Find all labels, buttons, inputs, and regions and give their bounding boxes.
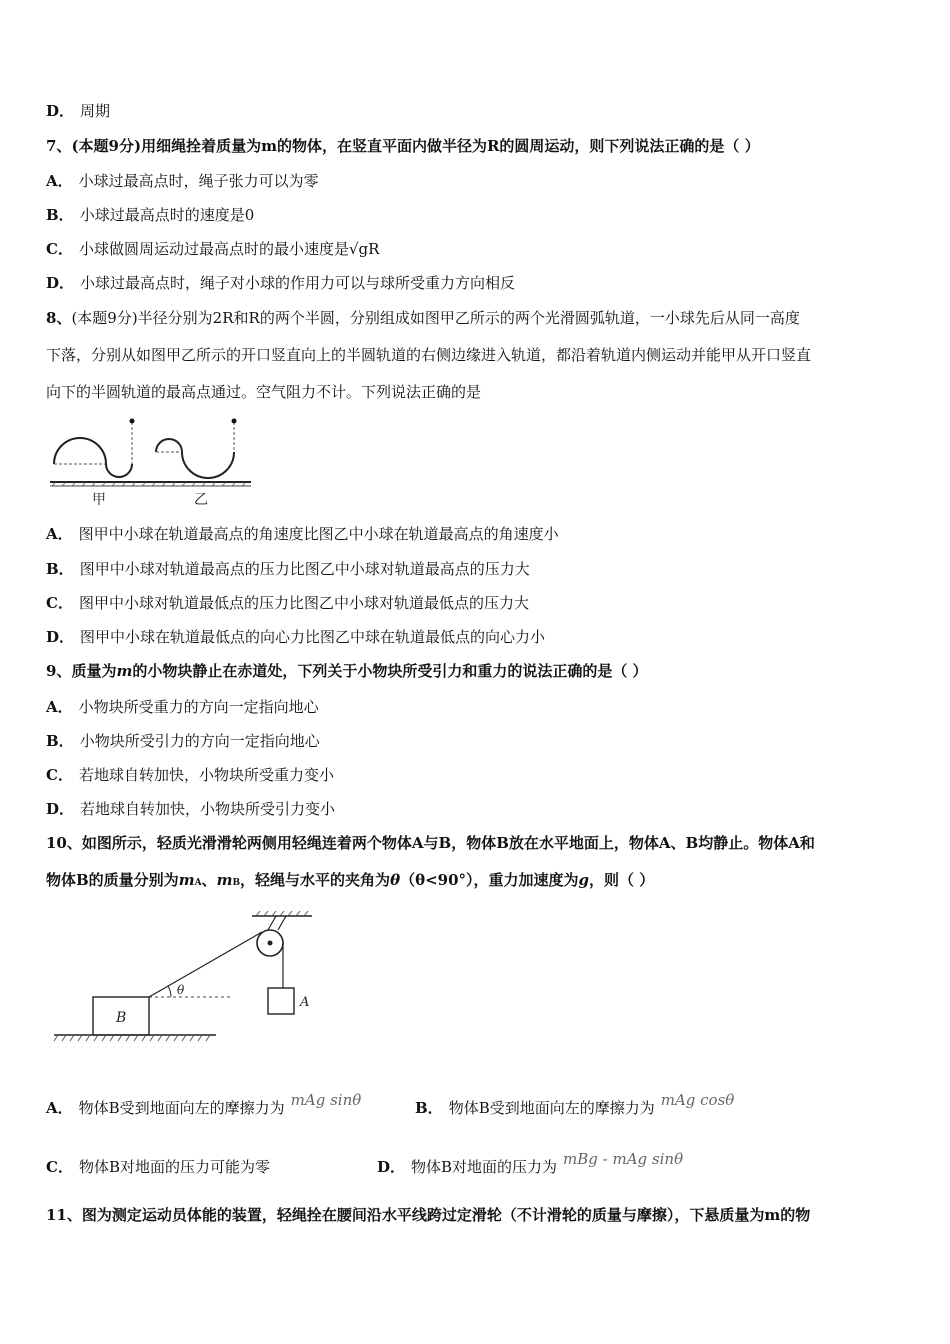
q10-formula-a: mAg sinθ (290, 1091, 362, 1109)
q7-option-a: A． 小球过最高点时，绳子张力可以为零 (46, 172, 319, 190)
q7-option-d: D． 小球过最高点时，绳子对小球的作用力可以与球所受重力方向相反 (46, 274, 516, 292)
q8-option-b: B． 图甲中小球对轨道最高点的压力比图乙中小球对轨道最高点的压力大 (46, 560, 530, 578)
q6-option-d: D． 周期 (46, 102, 111, 120)
q8-figure-label-yi: 乙 (194, 492, 208, 508)
q9-option-d: D． 若地球自转加快，小物块所受引力变小 (46, 800, 336, 818)
q7-option-b: B． 小球过最高点时的速度是0 (46, 206, 255, 224)
q9-option-b: B． 小物块所受引力的方向一定指向地心 (46, 732, 320, 750)
q8-stem-line1: 8、(本题9分)半径分别为2R和R的两个半圆，分别组成如图甲乙所示的两个光滑圆弧轨道，一小球先后从同一高度 (46, 309, 800, 327)
q10-stem-line1: 10、如图所示，轻质光滑滑轮两侧用轻绳连着两个物体A与B，物体B放在水平地面上，物体A、B均静止。物体A和 (46, 834, 815, 852)
q8-option-a: A． 图甲中小球在轨道最高点的角速度比图乙中小球在轨道最高点的角速度小 (46, 525, 559, 543)
q10-stem-line2: 物体B的质量分别为mA、mB，轻绳与水平的夹角为θ（θ<90°），重力加速度为g，则（ ） (46, 871, 655, 889)
q10-option-a: A． 物体B受到地面向左的摩擦力为 mAg sinθ (46, 1091, 362, 1117)
q8-figure-label-jia: 甲 (92, 492, 106, 508)
q7-stem: 7、(本题9分)用细绳拴着质量为m的物体，在竖直平面内做半径为R的圆周运动，则下列说法正确的是（ ） (46, 137, 760, 155)
q9-stem: 9、质量为m的小物块静止在赤道处，下列关于小物块所受引力和重力的说法正确的是（ ） (46, 662, 648, 680)
q10-figure-label-a: A (300, 995, 310, 1010)
q8-option-d: D． 图甲中小球在轨道最低点的向心力比图乙中球在轨道最低点的向心力小 (46, 628, 546, 646)
q8-stem-line3: 向下的半圆轨道的最高点通过。空气阻力不计。下列说法正确的是 (46, 383, 482, 401)
q11-stem: 11、图为测定运动员体能的装置，轻绳拴在腰间沿水平线跨过定滑轮（不计滑轮的质量与摩擦），下悬质量为m的物 (46, 1206, 811, 1224)
q10-option-c: C． 物体B对地面的压力可能为零 (46, 1158, 270, 1176)
q8-option-c: C． 图甲中小球对轨道最低点的压力比图乙中小球对轨道最低点的压力大 (46, 594, 529, 612)
q8-track-figure (46, 412, 256, 514)
q7-option-c: C． 小球做圆周运动过最高点时的最小速度是√gR (46, 240, 380, 258)
q10-formula-d: mBg - mAg sinθ (563, 1150, 684, 1168)
q8-stem-line2: 下落，分别从如图甲乙所示的开口竖直向上的半圆轨道的右侧边缘进入轨道，都沿着轨道内侧运动并能甲从开口竖直 (46, 346, 812, 364)
q10-option-d: D． 物体B对地面的压力为 mBg - mAg sinθ (377, 1150, 684, 1176)
q9-option-c: C． 若地球自转加快，小物块所受重力变小 (46, 766, 334, 784)
q10-pulley-figure (50, 908, 320, 1046)
q9-option-a: A． 小物块所受重力的方向一定指向地心 (46, 698, 319, 716)
q10-formula-b: mAg cosθ (660, 1091, 735, 1109)
q10-figure-label-theta: θ (177, 983, 185, 997)
q10-figure-label-b: B (116, 1010, 127, 1026)
q10-option-b: B． 物体B受到地面向左的摩擦力为 mAg cosθ (415, 1091, 735, 1117)
